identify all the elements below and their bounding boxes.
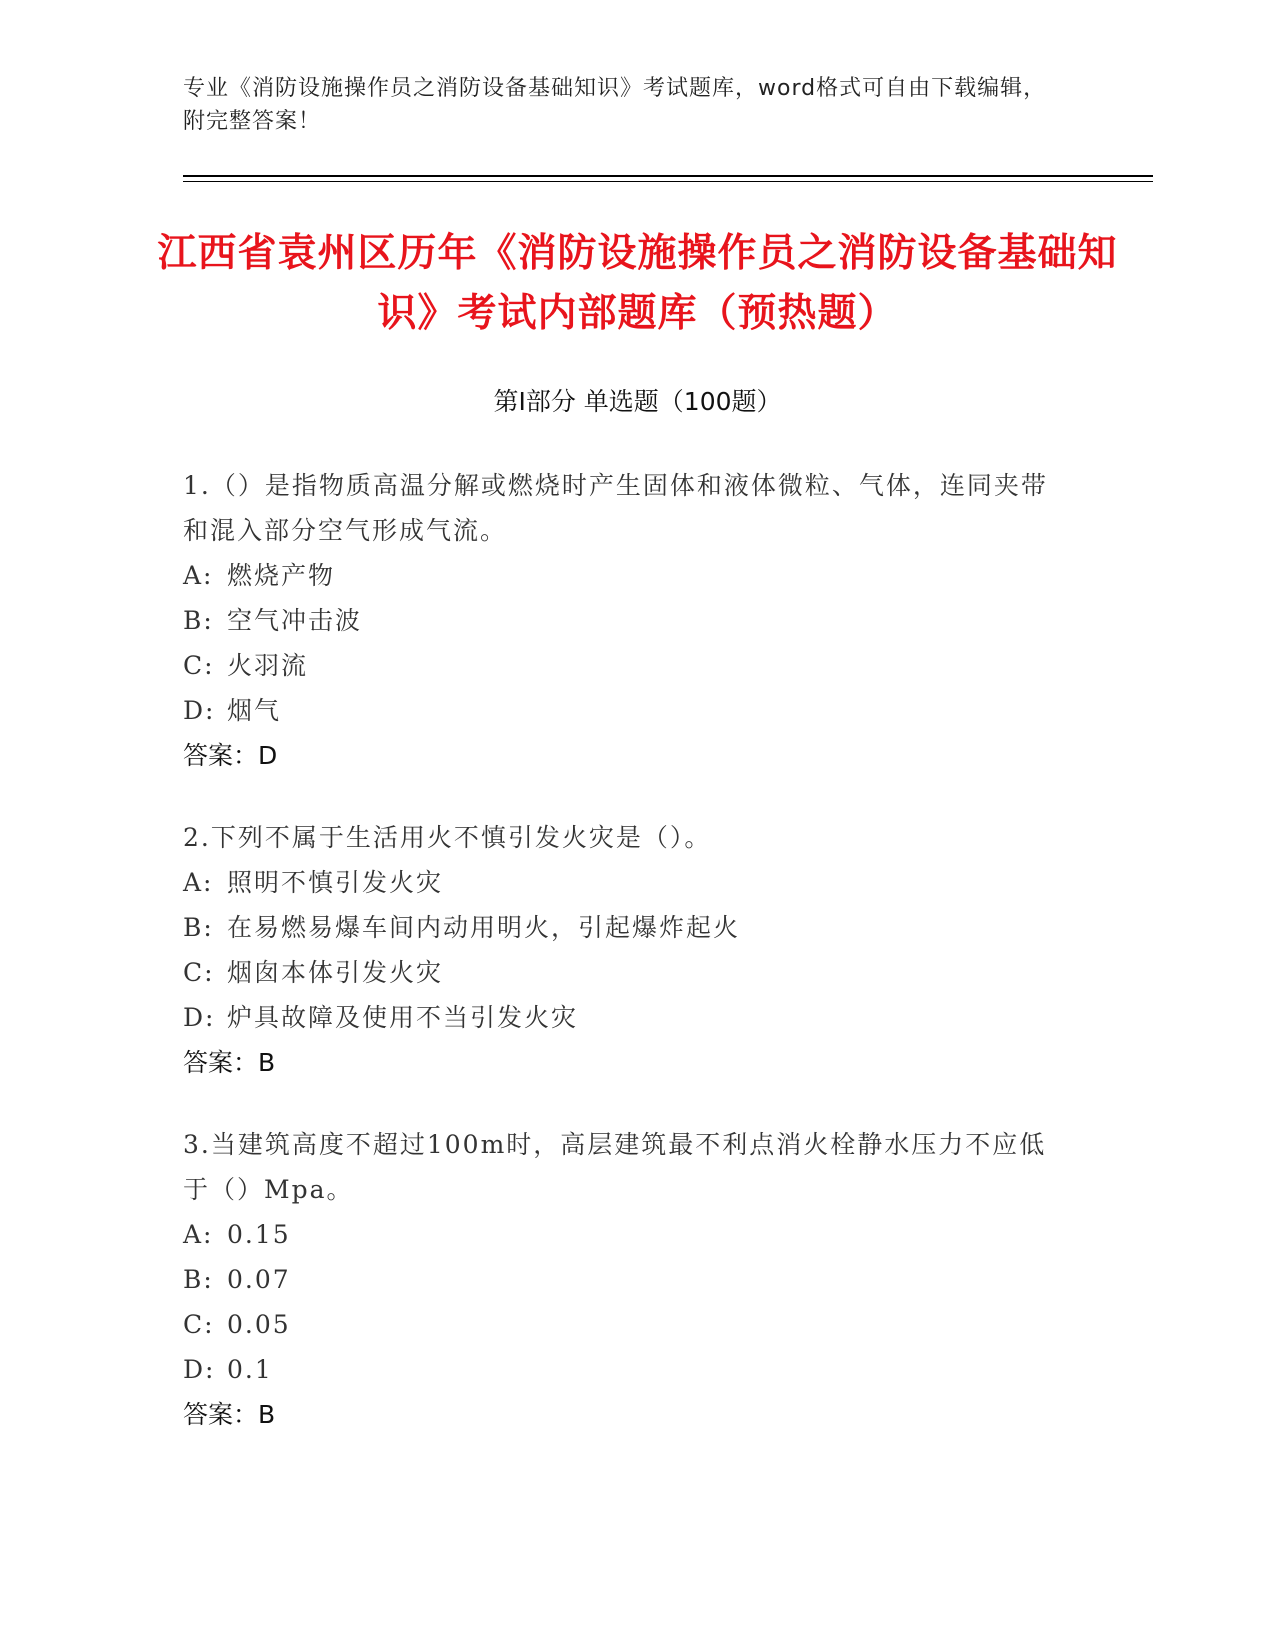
- question-stem: 1.（）是指物质高温分解或燃烧时产生固体和液体微粒、气体，连同夹带和混入部分空气形成气流。: [183, 471, 1048, 545]
- option-b: [183, 1257, 1063, 1302]
- question-2: [183, 815, 1063, 1085]
- option-letter: A:: [183, 868, 214, 897]
- option-text: 在易燃易爆车间内动用明火，引起爆炸起火: [227, 913, 741, 942]
- option-letter: C:: [183, 958, 215, 987]
- option-text: 0.05: [227, 1310, 291, 1339]
- option-b: [183, 598, 1063, 643]
- option-b: [183, 905, 1063, 950]
- option-letter: C:: [183, 1310, 215, 1339]
- question-3: [183, 1122, 1063, 1437]
- option-letter: B:: [183, 1265, 214, 1294]
- option-text: 火羽流: [227, 651, 309, 680]
- document-title: 江西省袁州区历年《消防设施操作员之消防设备基础知识》考试内部题库（预热题）: [157, 231, 1118, 336]
- option-text: 0.1: [227, 1355, 273, 1384]
- option-text: 烟囱本体引发火灾: [227, 958, 444, 987]
- header-rule-thick: [183, 175, 1153, 177]
- option-letter: C:: [183, 651, 215, 680]
- option-a: [183, 1212, 1063, 1257]
- header-rule-thin: [183, 181, 1153, 182]
- option-text: 烟气: [227, 696, 282, 725]
- option-c: [183, 950, 1063, 995]
- option-d: [183, 995, 1063, 1040]
- option-letter: A:: [183, 561, 214, 590]
- option-letter: B:: [183, 606, 214, 635]
- option-d: [183, 688, 1063, 733]
- option-text: 空气冲击波: [227, 606, 363, 635]
- section-title: 第I部分 单选题（100题）: [493, 387, 782, 416]
- option-letter: D:: [183, 1003, 216, 1032]
- question-stem: 3.当建筑高度不超过100m时，高层建筑最不利点消火栓静水压力不应低于（）Mpa。: [183, 1130, 1047, 1204]
- option-c: [183, 643, 1063, 688]
- answer-line: 答案：B: [183, 1048, 276, 1077]
- question-1: [183, 463, 1063, 778]
- option-text: 炉具故障及使用不当引发火灾: [227, 1003, 579, 1032]
- answer-line: 答案：B: [183, 1400, 276, 1429]
- header-note: 专业《消防设施操作员之消防设备基础知识》考试题库，word格式可自由下载编辑，附完整答案！: [183, 76, 1047, 134]
- option-text: 0.07: [227, 1265, 291, 1294]
- question-stem: 2.下列不属于生活用火不慎引发火灾是（）。: [183, 823, 712, 852]
- option-letter: A:: [183, 1220, 214, 1249]
- option-text: 0.15: [227, 1220, 291, 1249]
- option-letter: D:: [183, 1355, 216, 1384]
- answer-line: 答案：D: [183, 741, 278, 770]
- option-letter: D:: [183, 696, 216, 725]
- option-c: [183, 1302, 1063, 1347]
- option-d: [183, 1347, 1063, 1392]
- option-letter: B:: [183, 913, 214, 942]
- option-text: 燃烧产物: [227, 561, 336, 590]
- option-a: [183, 860, 1063, 905]
- option-a: [183, 553, 1063, 598]
- option-text: 照明不慎引发火灾: [227, 868, 444, 897]
